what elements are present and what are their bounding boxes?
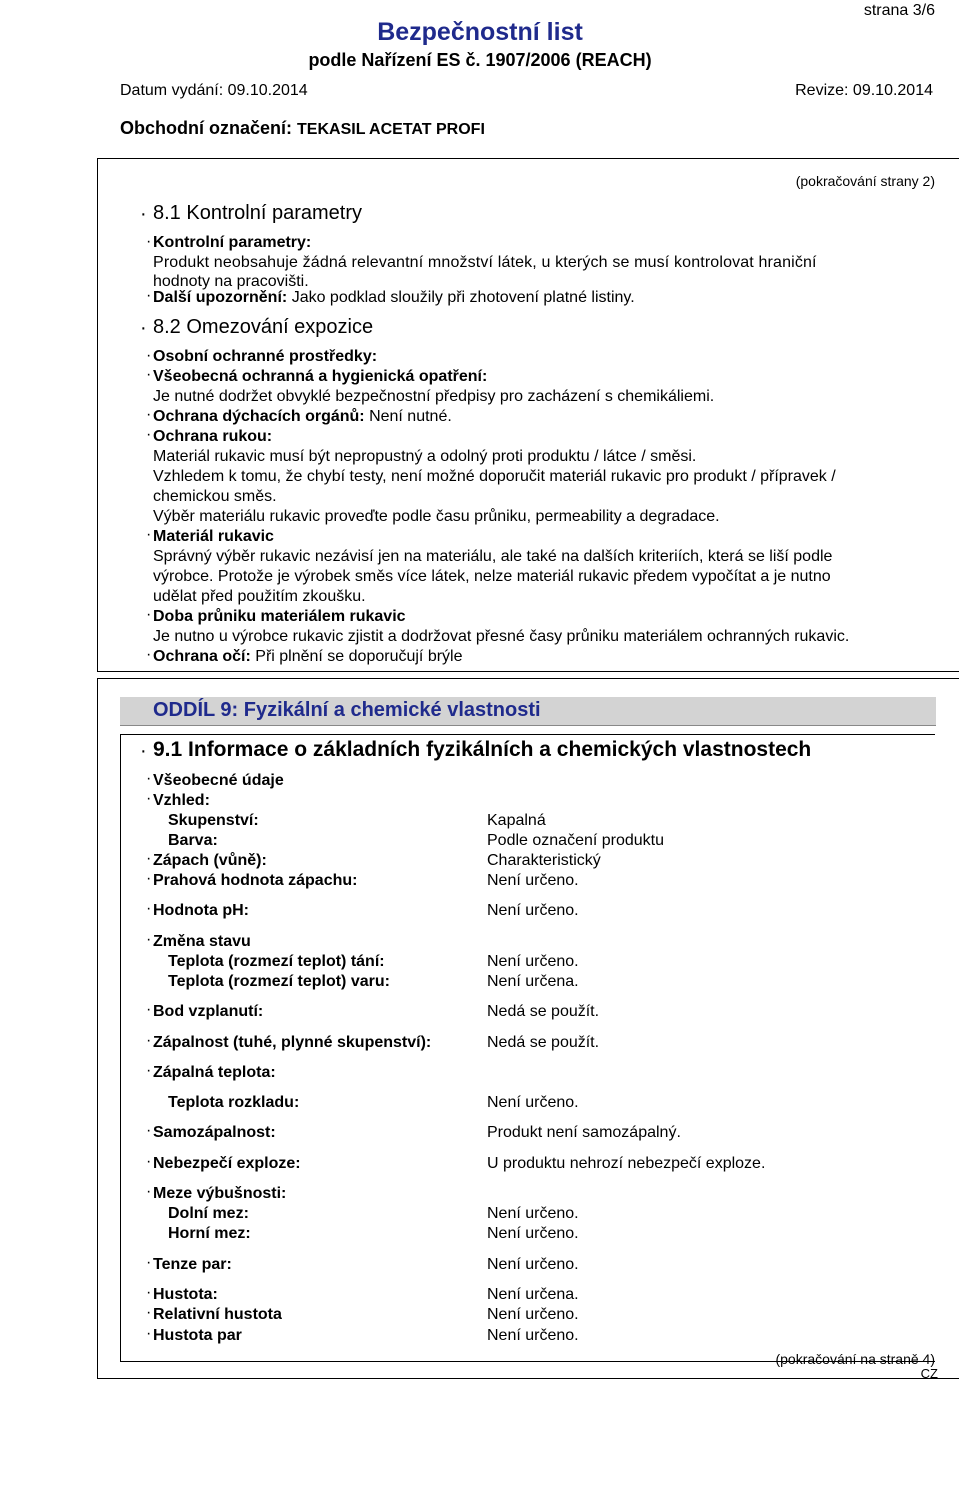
glove-text-2: výrobce. Protože je výrobek směs více látek, nelze materiál rukavic předem vypočítat a je nutno: [153, 568, 831, 585]
property-value: Není určeno.: [487, 1225, 579, 1242]
property-value: Produkt není samozápalný.: [487, 1124, 681, 1141]
bullet: ·: [146, 1183, 152, 1200]
heading-8-1: 8.1 Kontrolní parametry: [153, 202, 362, 224]
bullet: ·: [146, 1001, 152, 1018]
heading-8-2: 8.2 Omezování expozice: [153, 316, 374, 338]
header-rule: [97, 158, 959, 159]
property-label: Tenze par:: [153, 1256, 232, 1273]
property-value: Není určeno.: [487, 902, 579, 919]
property-label: Samozápalnost:: [153, 1124, 276, 1141]
property-label: Dolní mez:: [168, 1205, 249, 1222]
property-label: Zápalná teplota:: [153, 1064, 276, 1081]
property-value: Není určeno.: [487, 953, 579, 970]
property-label: Relativní hustota: [153, 1306, 282, 1323]
appearance-label: Vzhled:: [153, 792, 210, 809]
property-value: Není určeno.: [487, 872, 579, 889]
property-label: Hodnota pH:: [153, 902, 249, 919]
bullet: ·: [146, 1304, 152, 1321]
property-label: Barva:: [168, 832, 218, 849]
glove-text-1: Správný výběr rukavic nezávisí jen na materiálu, ale také na dalších kriteriích, která se liší podle: [153, 548, 833, 565]
property-label: Skupenství:: [168, 812, 259, 829]
hand-text-3: chemickou směs.: [153, 488, 277, 505]
property-value: Nedá se použít.: [487, 1034, 600, 1051]
further-note-text: Jako podklad sloužily při zhotovení platné listiny.: [291, 289, 635, 306]
further-note-label: Další upozornění:: [153, 289, 288, 306]
general-hygiene-label: Všeobecná ochranná a hygienická opatření:: [153, 368, 488, 385]
issue-date: Datum vydání: 09.10.2014: [120, 82, 308, 99]
glove-text-3: udělat před použitím zkoušku.: [153, 588, 366, 605]
property-label: Teplota (rozmezí teplot) tání:: [168, 953, 385, 970]
property-value: U produktu nehrozí nebezpečí exploze.: [487, 1155, 766, 1172]
respiratory-protection: [153, 408, 452, 426]
general-hygiene-text: Je nutné dodržet obvyklé bezpečnostní předpisy pro zacházení s chemikáliemi.: [153, 388, 715, 405]
heading-9-1: 9.1 Informace o základních fyzikálních a chemických vlastnostech: [153, 738, 812, 761]
respiratory-text: Není nutné.: [369, 408, 452, 425]
property-label: Teplota (rozmezí teplot) varu:: [168, 973, 390, 990]
hand-text-2: Vzhledem k tomu, že chybí testy, není možné doporučit materiál rukavic pro produkt / přípravek /: [153, 468, 836, 485]
property-label: Nebezpečí exploze:: [153, 1155, 301, 1172]
further-note: [153, 289, 635, 307]
property-value: Není určeno.: [487, 1306, 579, 1323]
property-value: Podle označení produktu: [487, 832, 665, 849]
respiratory-label: Ochrana dýchacích orgánů:: [153, 408, 365, 425]
eye-protection-text: Při plnění se doporučují brýle: [255, 648, 463, 665]
trade-name: TEKASIL ACETAT PROFI: [297, 121, 485, 138]
section-8-bottom-rule: [97, 671, 959, 672]
property-label: Změna stavu: [153, 933, 251, 950]
glove-material-label: Materiál rukavic: [153, 528, 274, 545]
property-value: Není určena.: [487, 973, 579, 990]
hand-protection-label: Ochrana rukou:: [153, 428, 273, 445]
page-number: strana 3/6: [863, 2, 935, 19]
bullet: ·: [146, 1122, 152, 1139]
ppe-label: Osobní ochranné prostředky:: [153, 348, 378, 365]
property-label: Zápach (vůně):: [153, 852, 267, 869]
property-label: Prahová hodnota zápachu:: [153, 872, 358, 889]
control-params-label: Kontrolní parametry:: [153, 234, 312, 251]
property-label: Zápalnost (tuhé, plynné skupenství):: [153, 1034, 432, 1051]
left-border-9: [97, 678, 98, 1378]
control-params-text-1: Produkt neobsahuje žádná relevantní množství látek, u kterých se musí kontrolovat hraniční: [153, 254, 817, 271]
trade-label: Obchodní označení:: [120, 118, 293, 138]
hand-text-4: Výběr materiálu rukavic proveďte podle času průniku, permeability a degradace.: [153, 508, 720, 525]
penetration-text: Je nutno u výrobce rukavic zjistit a dodržovat přesné časy průniku materiálem ochranných rukavic.: [153, 628, 850, 645]
property-value: Není určeno.: [487, 1327, 579, 1344]
control-params-text-2: hodnoty na pracovišti.: [153, 273, 309, 290]
general-info-label: Všeobecné údaje: [153, 772, 284, 789]
property-value: Není určeno.: [487, 1256, 579, 1273]
section-9-top-rule: [97, 678, 959, 679]
bullet: ·: [146, 1062, 152, 1079]
document-subtitle: podle Nařízení ES č. 1907/2006 (REACH): [308, 50, 652, 70]
property-label: Meze výbušnosti:: [153, 1185, 287, 1202]
bullet: ·: [146, 1254, 152, 1271]
property-value: Není určeno.: [487, 1205, 579, 1222]
penetration-label: Doba průniku materiálem rukavic: [153, 608, 406, 625]
property-value: Nedá se použít.: [487, 1003, 600, 1020]
page-bottom-rule: [97, 1378, 959, 1379]
eye-protection: [153, 648, 463, 666]
language-code: CZ: [920, 1366, 938, 1381]
bullet: ·: [146, 1153, 152, 1170]
bullet: ·: [146, 870, 152, 887]
section-9-title: ODDÍL 9: Fyzikální a chemické vlastnosti: [153, 699, 541, 721]
bullet: ·: [146, 900, 152, 917]
property-value: Kapalná: [487, 812, 546, 829]
bullet: ·: [146, 850, 152, 867]
document-title: Bezpečnostní list: [377, 18, 583, 46]
bullet: ·: [146, 1284, 152, 1301]
eye-protection-label: Ochrana očí:: [153, 648, 251, 665]
hand-text-1: Materiál rukavic musí být nepropustný a odolný proti produktu / látce / směsi.: [153, 448, 697, 465]
property-value: Není určeno.: [487, 1094, 579, 1111]
bullet: ·: [146, 1032, 152, 1049]
left-border: [97, 158, 98, 671]
property-label: Teplota rozkladu:: [168, 1094, 300, 1111]
continuation-bottom: (pokračování na straně 4): [775, 1351, 935, 1367]
continuation-top: (pokračování strany 2): [795, 173, 935, 189]
property-label: Bod vzplanutí:: [153, 1003, 264, 1020]
property-value: Není určena.: [487, 1286, 579, 1303]
bullet: ·: [146, 931, 152, 948]
bullet: ·: [146, 1325, 152, 1342]
section-9-banner: [120, 697, 936, 726]
revision-date: Revize: 09.10.2014: [795, 82, 933, 99]
property-value: Charakteristický: [487, 852, 601, 869]
property-label: Hustota:: [153, 1286, 218, 1303]
trade-name-line: [120, 118, 485, 139]
property-label: Horní mez:: [168, 1225, 251, 1242]
property-label: Hustota par: [153, 1327, 242, 1344]
